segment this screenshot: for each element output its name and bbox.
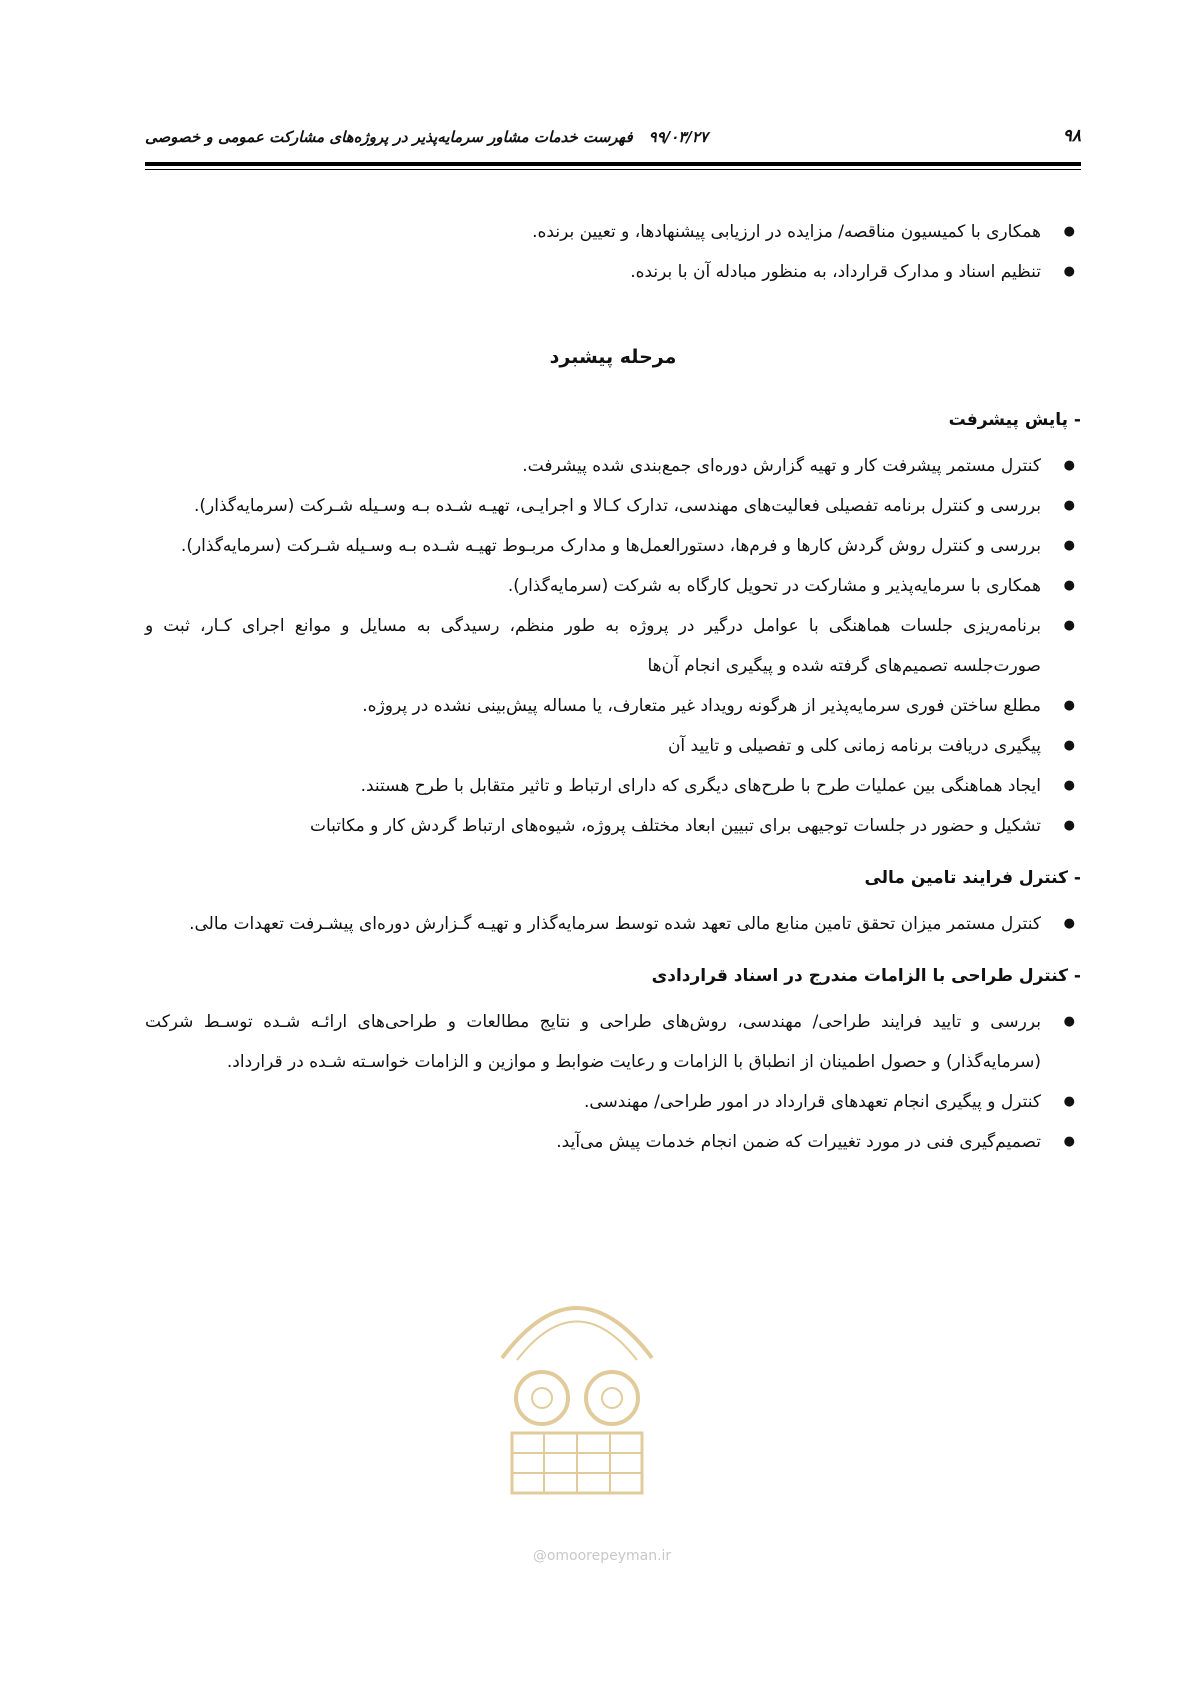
header-rule-thin [145,169,1081,170]
list-item: ● پیگیری دریافت برنامه زمانی کلی و تفصیلی و تایید آن [145,726,1081,766]
bullet-icon: ● [1063,738,1075,753]
intro-list [145,212,1081,292]
list-item: ● برنامه‌ریزی جلسات هماهنگی با عوامل درگیر در پروژه به طور منظم، رسیدگی به مسایل و موانع اجرای کـار، ثبت و صورت‌جلسه تصمیم‌های گرفته شده و پیگیری انجام آن‌ها [145,606,1081,686]
page-number: ۹۸ [1062,126,1081,146]
list-item: ● تنظیم اسناد و مدارک قرارداد، به منظور مبادله آن با برنده. [145,252,1081,292]
bullet-icon: ● [1063,618,1075,633]
list-item: ● همکاری با سرمایه‌پذیر و مشارکت در تحویل کارگاه به شرکت (سرمایه‌گذار). [145,566,1081,606]
bullet-icon: ● [1063,458,1075,473]
list-item: ● کنترل و پیگیری انجام تعهدهای قرارداد در امور طراحی/ مهندسی. [145,1082,1081,1122]
running-title [145,128,708,146]
bullet-icon: ● [1063,224,1075,239]
subsection-title: - کنترل فرایند تامین مالی [864,868,1081,888]
header-title: فهرست خدمات مشاور سرمایه‌پذیر در پروژه‌های مشارکت عمومی و خصوصی [145,128,633,146]
bullet-icon: ● [1063,916,1075,931]
subsection-title: - پایش پیشرفت [948,410,1081,430]
page-content [145,212,1081,1162]
list-item: ● کنترل مستمر میزان تحقق تامین منابع مالی تعهد شده توسط سرمایه‌گذار و تهیـه گـزارش دوره‌ای پیشـرفت تعهدات مالی. [145,904,1081,944]
watermark-caption: @omoorepeyman.ir [532,1548,672,1564]
bullet-icon: ● [1063,698,1075,713]
page-header [145,126,1081,152]
header-date: ۹۹/۰۳/۲۷ [648,128,708,146]
subsection-list [145,904,1081,944]
subsection-title: - کنترل طراحی با الزامات مندرج در اسناد قراردادی [651,966,1081,986]
list-item: ● مطلع ساختن فوری سرمایه‌پذیر از هرگونه رویداد غیر متعارف، یا مساله پیش‌بینی نشده در پروژه. [145,686,1081,726]
subsection-list [145,1002,1081,1162]
bullet-icon: ● [1063,1134,1075,1149]
list-item: ● همکاری با کمیسیون مناقصه/ مزایده در ارزیابی پیشنهادها، و تعیین برنده. [145,212,1081,252]
bullet-icon: ● [1063,1014,1075,1029]
bullet-icon: ● [1063,578,1075,593]
bullet-icon: ● [1063,498,1075,513]
list-item: ● تشکیل و حضور در جلسات توجیهی برای تبیین ابعاد مختلف پروژه، شیوه‌های ارتباط گردش کار و مکاتبات [145,806,1081,846]
header-rule-thick [145,162,1081,166]
watermark-seal-icon [472,1238,682,1508]
bullet-icon: ● [1063,778,1075,793]
bullet-icon: ● [1063,818,1075,833]
bullet-icon: ● [1063,538,1075,553]
subsection-list [145,446,1081,846]
list-item: ● کنترل مستمر پیشرفت کار و تهیه گزارش دوره‌ای جمع‌بندی شده پیشرفت. [145,446,1081,486]
list-item: ● بررسی و تایید فرایند طراحی/ مهندسی، روش‌های طراحی و نتایج مطالعات و طراحی‌های ارائـه شـده توسـط شرکت (سرمایه‌گذار) و حصول اطمینان از انطباق با الزامات و رعایت ضوابط و موازین و الزامات خواسـته شـده در قرارداد. [145,1002,1081,1082]
list-item: ● بررسی و کنترل روش گردش کارها و فرم‌ها، دستورالعمل‌ها و مدارک مربـوط تهیـه شـده بـه وسـیله شـرکت (سرمایه‌گذار). [145,526,1081,566]
list-item: ● بررسی و کنترل برنامه تفصیلی فعالیت‌های مهندسی، تدارک کـالا و اجرایـی، تهیـه شـده بـه وسـیله شـرکت (سرمایه‌گذار). [145,486,1081,526]
list-item: ● تصمیم‌گیری فنی در مورد تغییرات که ضمن انجام خدمات پیش می‌آید. [145,1122,1081,1162]
section-title: مرحله پیشبرد [549,346,677,368]
bullet-icon: ● [1063,264,1075,279]
bullet-icon: ● [1063,1094,1075,1109]
list-item: ● ایجاد هماهنگی بین عملیات طرح با طرح‌های دیگری که دارای ارتباط و تاثیر متقابل با طرح هستند. [145,766,1081,806]
